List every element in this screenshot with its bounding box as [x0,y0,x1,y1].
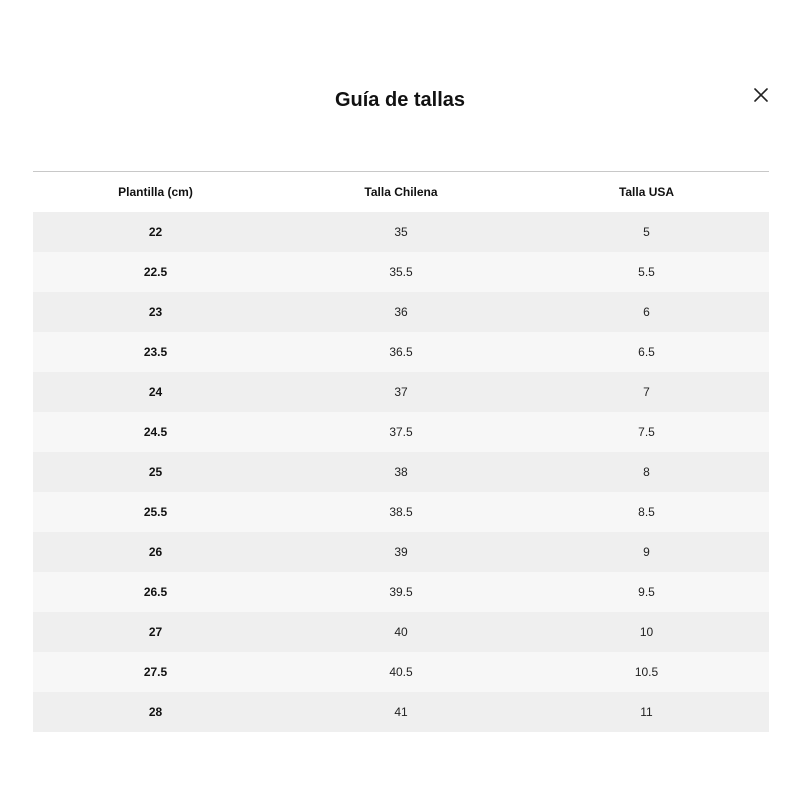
cell-usa-size: 10.5 [524,652,769,692]
cell-usa-size: 6.5 [524,332,769,372]
table-row [33,332,769,372]
cell-insole: 23.5 [33,332,278,372]
cell-insole: 22 [33,212,278,252]
table-row [33,452,769,492]
table-row [33,252,769,292]
cell-usa-size: 7 [524,372,769,412]
cell-insole: 26 [33,532,278,572]
table-row [33,652,769,692]
table-header-row [33,172,769,213]
cell-chile-size: 40.5 [278,652,524,692]
cell-insole: 25.5 [33,492,278,532]
table-header [33,172,769,213]
cell-chile-size: 41 [278,692,524,732]
column-header-chile-size: Talla Chilena [278,172,524,213]
table-row [33,412,769,452]
cell-usa-size: 10 [524,612,769,652]
cell-insole: 27 [33,612,278,652]
cell-insole: 24 [33,372,278,412]
cell-insole: 27.5 [33,652,278,692]
cell-insole: 23 [33,292,278,332]
cell-chile-size: 37 [278,372,524,412]
cell-chile-size: 35.5 [278,252,524,292]
cell-insole: 28 [33,692,278,732]
cell-usa-size: 7.5 [524,412,769,452]
cell-insole: 26.5 [33,572,278,612]
cell-insole: 25 [33,452,278,492]
cell-usa-size: 6 [524,292,769,332]
cell-insole: 22.5 [33,252,278,292]
cell-chile-size: 40 [278,612,524,652]
table-row [33,612,769,652]
table-row [33,532,769,572]
table-row [33,212,769,252]
size-table [33,171,769,732]
cell-chile-size: 39.5 [278,572,524,612]
cell-usa-size: 8 [524,452,769,492]
cell-chile-size: 35 [278,212,524,252]
cell-chile-size: 38.5 [278,492,524,532]
close-button[interactable] [750,84,772,106]
cell-usa-size: 9.5 [524,572,769,612]
cell-usa-size: 5.5 [524,252,769,292]
cell-insole: 24.5 [33,412,278,452]
cell-chile-size: 39 [278,532,524,572]
cell-usa-size: 9 [524,532,769,572]
cell-usa-size: 11 [524,692,769,732]
table-row [33,372,769,412]
column-header-insole: Plantilla (cm) [33,172,278,213]
table-row [33,292,769,332]
modal-title: Guía de tallas [334,89,466,111]
table-row [33,492,769,532]
cell-chile-size: 37.5 [278,412,524,452]
cell-chile-size: 36 [278,292,524,332]
table-row [33,572,769,612]
column-header-usa-size: Talla USA [524,172,769,213]
table-row [33,692,769,732]
table-body [33,212,769,732]
close-icon [750,84,772,106]
cell-chile-size: 38 [278,452,524,492]
cell-chile-size: 36.5 [278,332,524,372]
cell-usa-size: 5 [524,212,769,252]
cell-usa-size: 8.5 [524,492,769,532]
